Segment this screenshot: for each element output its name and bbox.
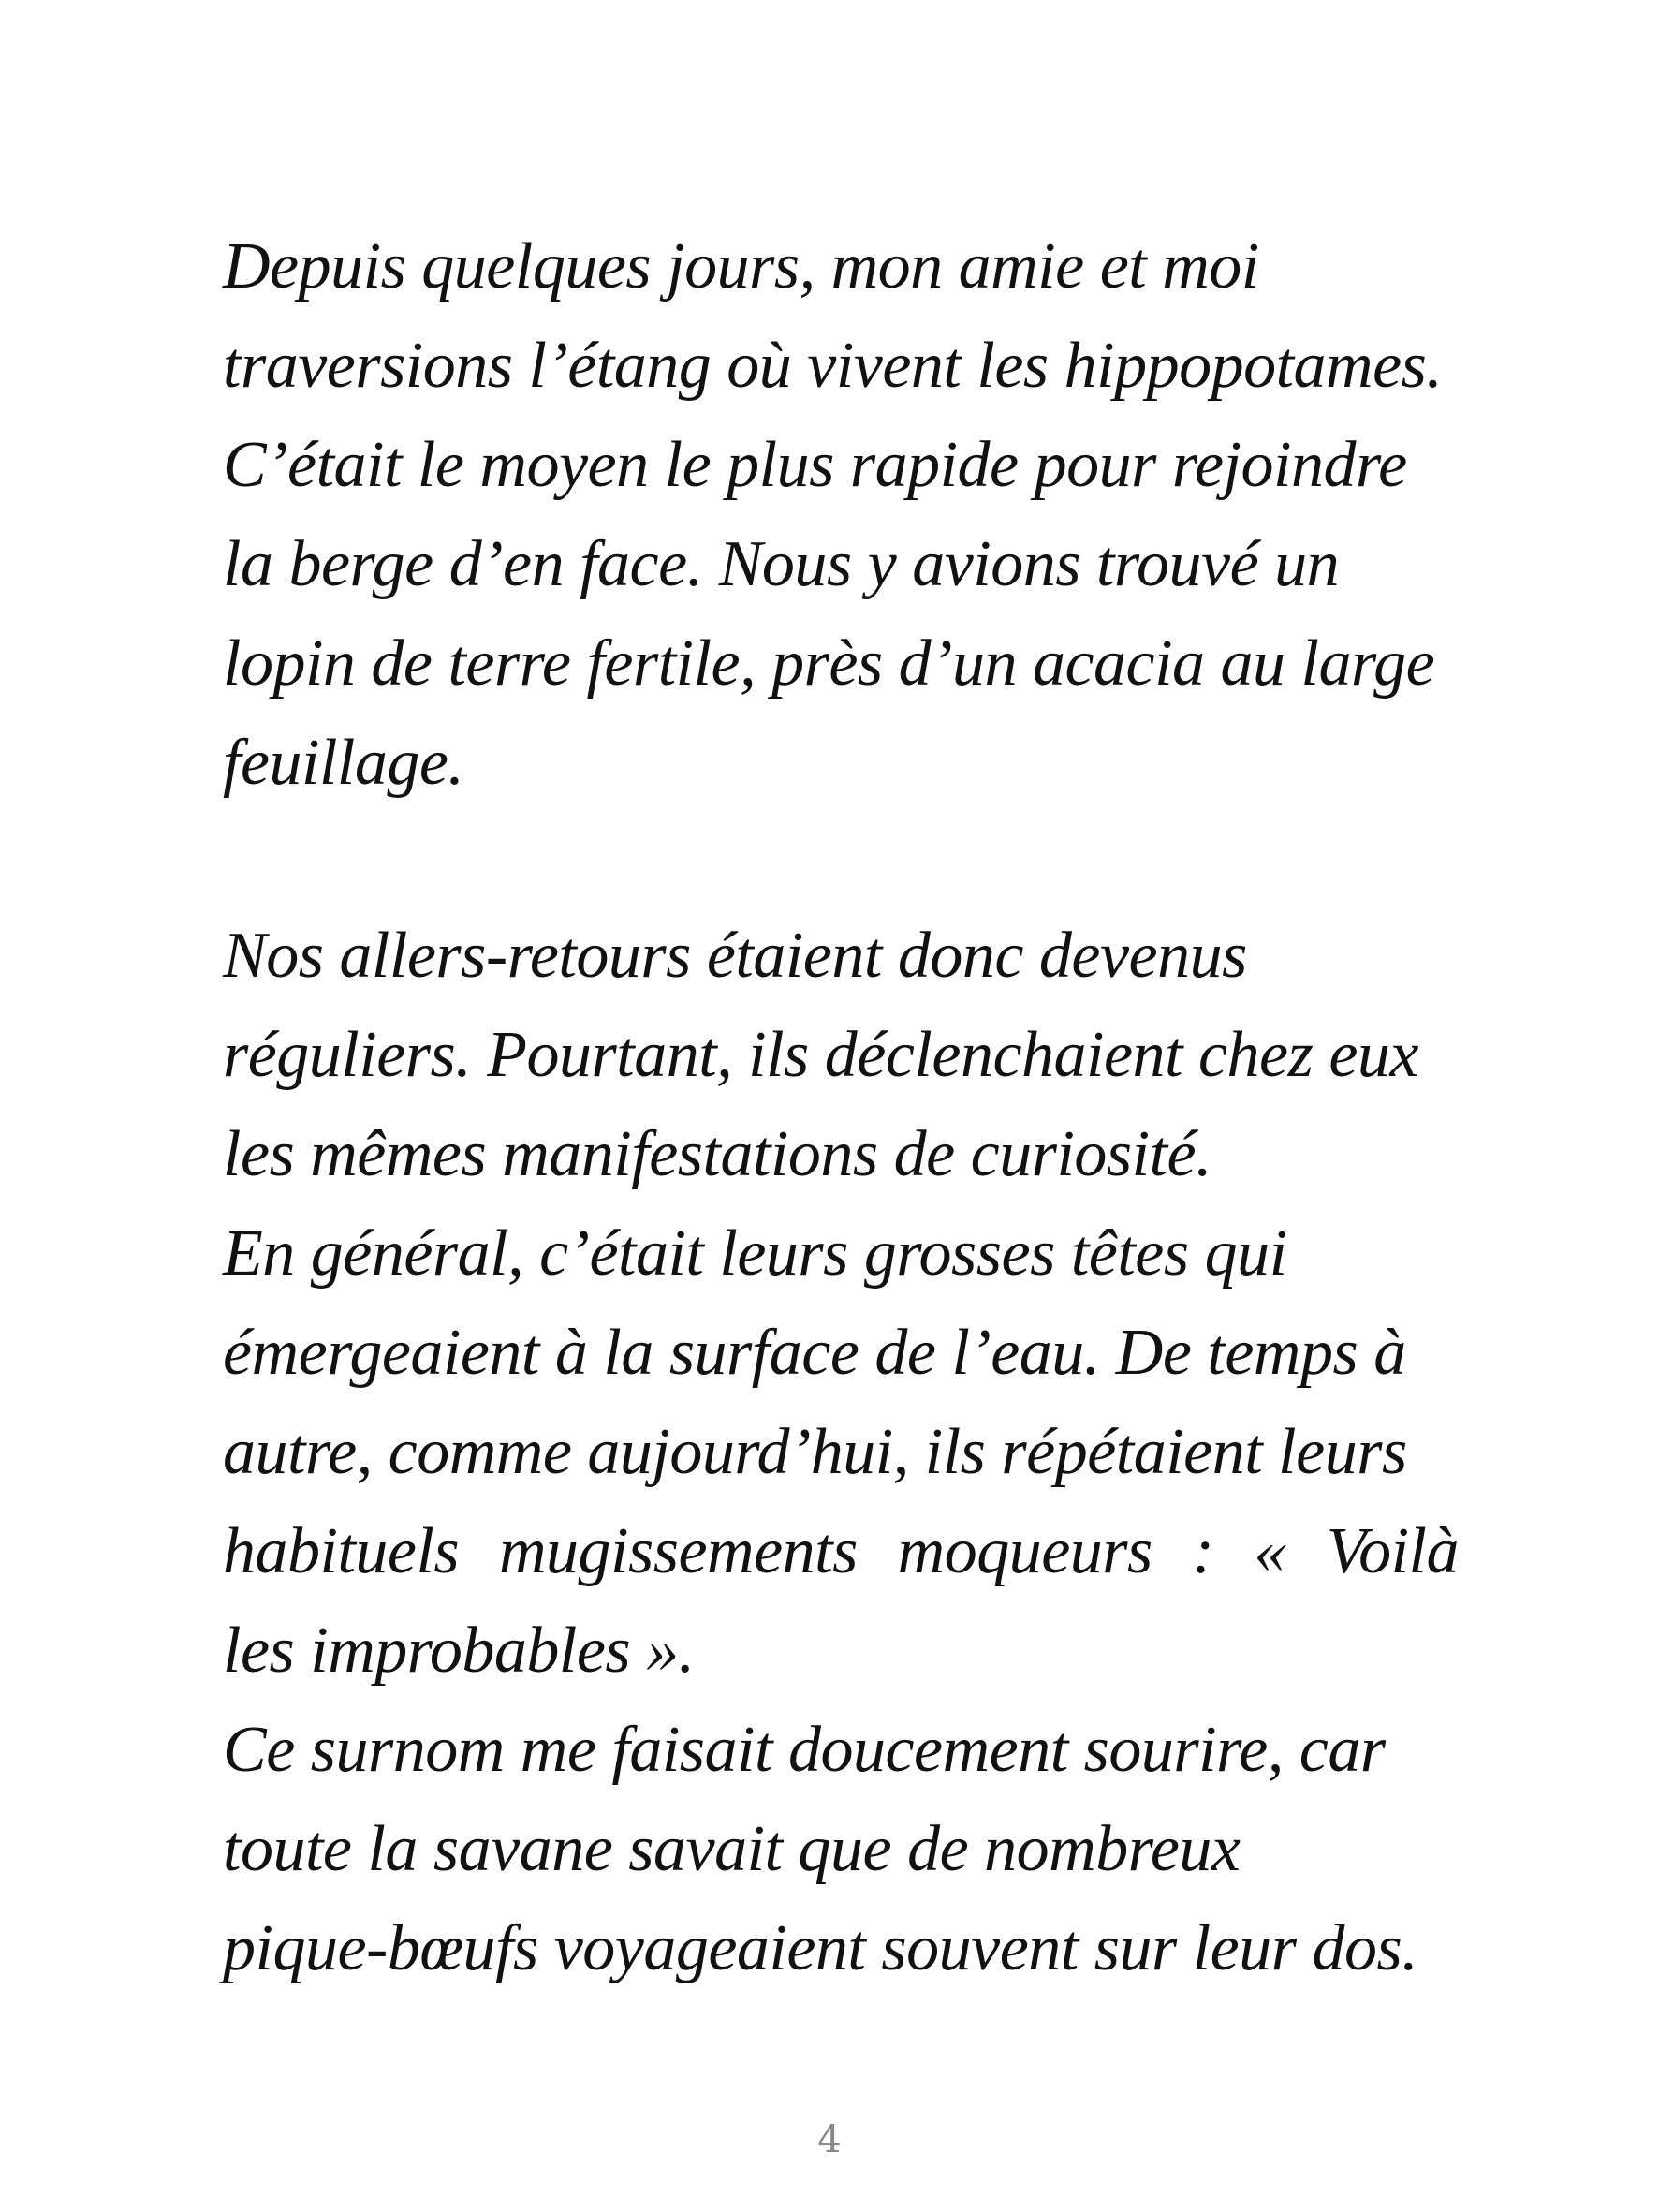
- text-line: [223, 1601, 1459, 1701]
- text-line: Ce surnom me faisait doucement sourire, car: [223, 1714, 1386, 1786]
- text-line: feuillage.: [223, 727, 464, 799]
- paragraph-1: [223, 217, 1459, 813]
- text-line: lopin de terre fertile, près d’un acacia au large: [223, 627, 1435, 700]
- text-line: toute la savane savait que de nombreux: [223, 1813, 1241, 1885]
- text-fragment: habituels mugissements moqueurs :: [223, 1515, 1214, 1587]
- text-line-justified: [223, 1502, 1459, 1601]
- quote-fragment: « Voilà: [1254, 1515, 1460, 1587]
- text-line: En général, c’était leurs grosses têtes qui: [223, 1217, 1287, 1290]
- text-line: émergeaient à la surface de l’eau. De temps à: [223, 1317, 1406, 1389]
- page-number: 4: [817, 2118, 842, 2161]
- text-line: C’était le moyen le plus rapide pour rejoindre: [223, 429, 1407, 501]
- paragraph-2: [223, 907, 1459, 1998]
- text-line: les mêmes manifestations de curiosité.: [223, 1118, 1212, 1190]
- text-line: Nos allers-retours étaient donc devenus: [223, 920, 1247, 992]
- text-line: réguliers. Pourtant, ils déclenchaient chez eux: [223, 1019, 1419, 1091]
- quote-fragment: les improbables »: [223, 1615, 679, 1687]
- text-line: pique-bœufs voyageaient souvent sur leur dos.: [223, 1912, 1418, 1984]
- text-line: traversions l’étang où vivent les hippopotames.: [223, 330, 1443, 402]
- text-line: Depuis quelques jours, mon amie et moi: [223, 230, 1259, 302]
- text-line: la berge d’en face. Nous y avions trouvé un: [223, 528, 1340, 600]
- text-fragment: .: [678, 1615, 695, 1687]
- text-line: autre, comme aujourd’hui, ils répétaient leurs: [223, 1416, 1407, 1488]
